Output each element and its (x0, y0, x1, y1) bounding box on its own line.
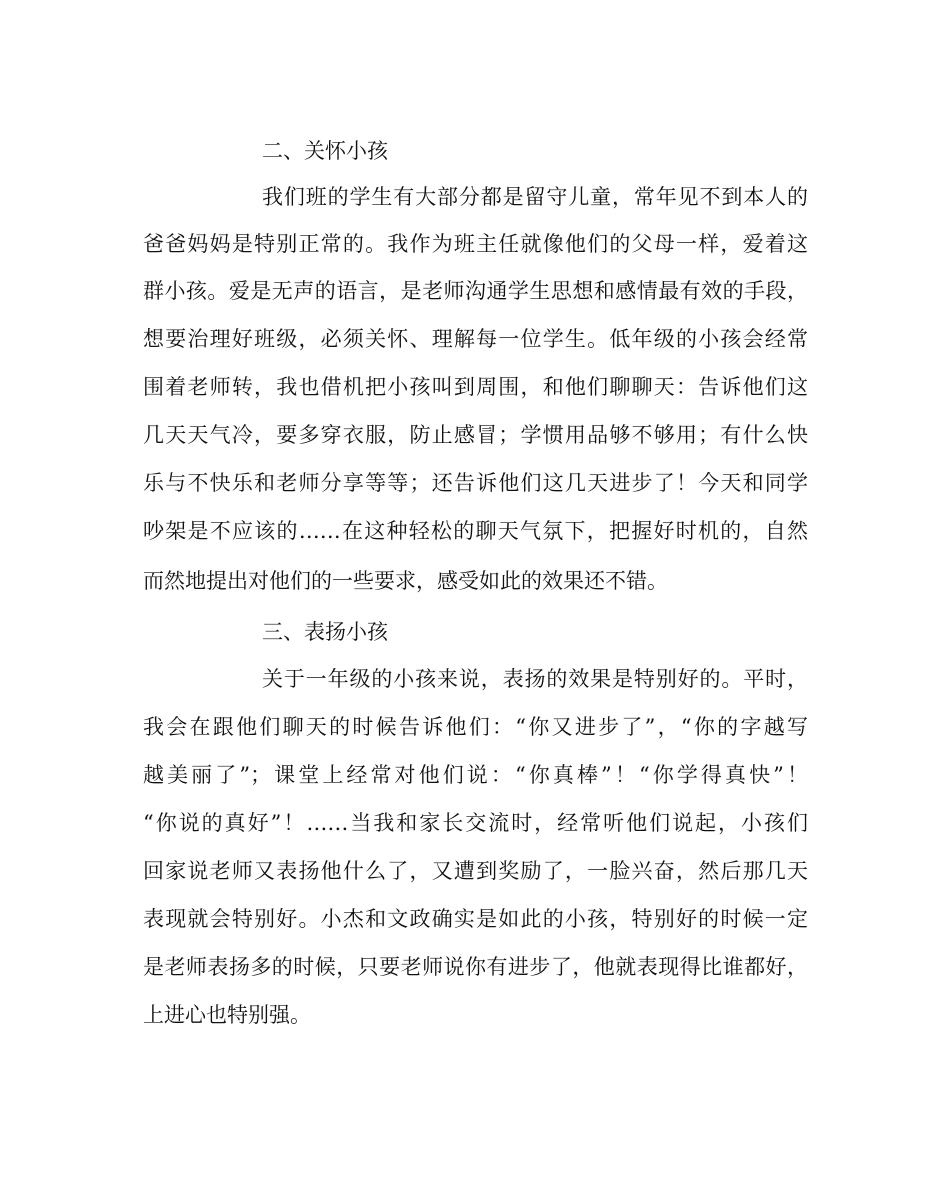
paragraph-line: 围着老师转，我也借机把小孩叫到周围，和他们聊聊天：告诉他们这 (143, 375, 808, 399)
paragraph-line: 关于一年级的小孩来说，表扬的效果是特别好的。平时， (262, 667, 808, 691)
paragraph-line: 乐与不快乐和老师分享等等；还告诉他们这几天进步了！今天和同学 (143, 471, 808, 495)
paragraph-line: 上进心也特别强。 (143, 1003, 311, 1027)
paragraph-line: 而然地提出对他们的一些要求，感受如此的效果还不错。 (143, 569, 668, 593)
paragraph-line: 想要治理好班级，必须关怀、理解每一位学生。低年级的小孩会经常 (143, 327, 808, 351)
paragraph-line: 几天天气冷，要多穿衣服，防止感冒；学惯用品够不够用；有什么快 (143, 423, 808, 447)
paragraph-line: 越美丽了”；课堂上经常对他们说：“你真棒”！“你学得真快”！ (143, 763, 808, 787)
paragraph-line: 爸爸妈妈是特别正常的。我作为班主任就像他们的父母一样，爱着这 (143, 232, 808, 256)
paragraph-line: 我会在跟他们聊天的时候告诉他们：“你又进步了”，“你的字越写 (143, 715, 808, 739)
section-heading: 二、关怀小孩 (262, 139, 388, 163)
paragraph-line: 吵架是不应该的……在这种轻松的聊天气氛下，把握好时机的，自然 (143, 519, 808, 543)
paragraph-line: 是老师表扬多的时候，只要老师说你有进步了，他就表现得比谁都好， (143, 955, 808, 979)
paragraph-line: “你说的真好”！……当我和家长交流时，经常听他们说起，小孩们 (143, 811, 808, 835)
paragraph-line: 回家说老师又表扬他什么了，又遭到奖励了，一脸兴奋，然后那几天 (143, 859, 808, 883)
paragraph-line: 我们班的学生有大部分都是留守儿童，常年见不到本人的 (262, 185, 808, 209)
paragraph-line: 群小孩。爱是无声的语言，是老师沟通学生思想和感情最有效的手段， (143, 279, 808, 303)
paragraph-line: 表现就会特别好。小杰和文政确实是如此的小孩，特别好的时候一定 (143, 907, 808, 931)
section-heading: 三、表扬小孩 (262, 620, 388, 644)
